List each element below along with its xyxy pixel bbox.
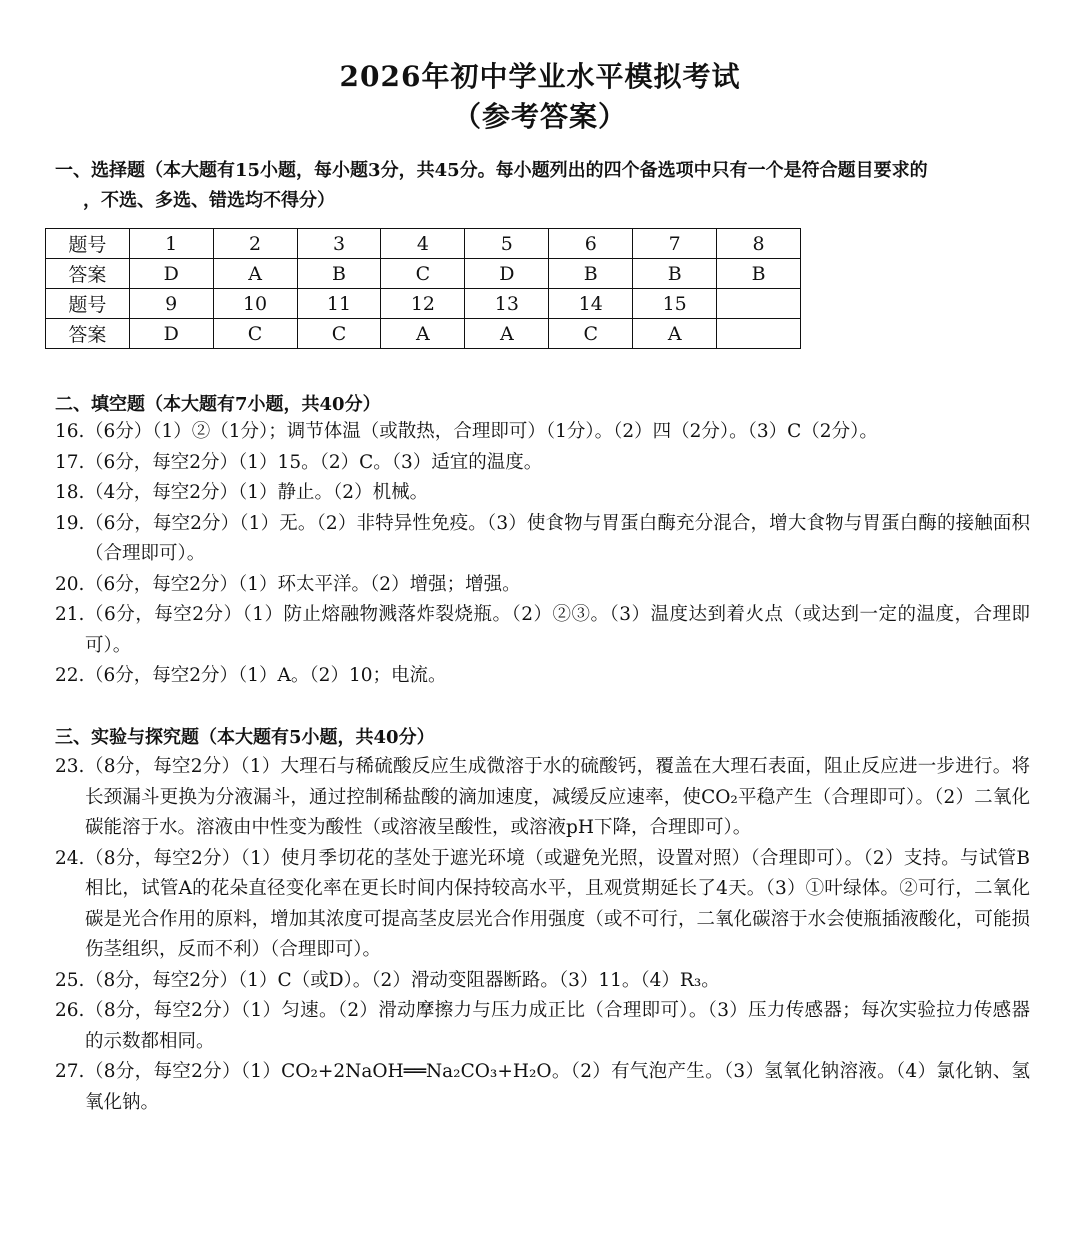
answer-number: 25. [55,969,85,991]
table-cell: 11 [297,289,381,319]
table-cell: 12 [381,289,465,319]
answer-number: 22. [55,665,85,686]
table-cell: 8 [717,229,801,259]
answer-item [55,448,1030,479]
section1-heading [55,156,1030,216]
section1-heading-line2: ，不选、多选、错选均不得分） [83,190,335,211]
answer-item [55,844,1030,966]
table-cell: A [465,319,549,349]
section3-answers [55,752,1030,1118]
table-cell: 4 [381,229,465,259]
answer-item [55,478,1030,509]
answer-number: 23. [55,756,85,777]
table-row [46,319,801,349]
answer-item [55,570,1030,601]
answer-number: 21. [55,604,85,625]
table-cell: 5 [465,229,549,259]
answer-table [45,228,801,349]
answer-text: （6分，每空2分）（1）环太平洋。（2）增强；增强。 [85,573,521,595]
table-cell: A [213,259,297,289]
page-subtitle: （参考答案） [452,100,627,133]
table-cell: D [129,319,213,349]
table-row [46,259,801,289]
answer-text: （8分，每空2分）（1）使月季切花的茎处于遮光环境（或避免光照，设置对照）（合理即可）。（2）支持。与试管B相比，试管A的花朵直径变化率在更长时间内保持较高水平，且观赏期延长了4天。（3）①叶绿体。②可行，二氧化碳是光合作用的原料，增加其浓度可提高茎皮层光合作用强度（或不可行，二氧化碳溶于水会使瓶插液酸化，可能损伤茎组织，反而不利）（合理即可）。 [85,847,1030,960]
table-row-header: 答案 [46,319,130,349]
table-cell: 15 [633,289,717,319]
table-cell: B [549,259,633,289]
answer-text: （6分，每空2分）（1）15。（2）C。（3）适宜的温度。 [85,451,543,473]
table-row [46,289,801,319]
table-cell: B [297,259,381,289]
answer-number: 26. [55,1000,85,1021]
table-cell: 9 [129,289,213,319]
table-cell: C [297,319,381,349]
answer-number: 24. [55,847,85,869]
answer-number: 20. [55,573,85,595]
answer-number: 17. [55,451,85,473]
answer-number: 18. [55,482,85,503]
table-row [46,229,801,259]
answer-number: 19. [55,512,85,534]
answer-text: （6分，每空2分）（1）防止熔融物溅落炸裂烧瓶。（2）②③。（3）温度达到着火点（或达到一定的温度，合理即可）。 [85,604,1030,656]
answer-item [55,752,1030,844]
answer-text: （4分，每空2分）（1）静止。（2）机械。 [85,482,429,503]
table-row-header: 题号 [46,289,130,319]
answer-item [55,600,1030,661]
answer-number: 27. [55,1061,85,1082]
answer-item [55,996,1030,1057]
answer-item [55,1057,1030,1118]
answer-text: （8分，每空2分）（1）C（或D）。（2）滑动变阻器断路。（3）11。（4）R₃。 [85,969,720,991]
answer-item [55,417,1030,448]
table-cell: D [129,259,213,289]
section1-heading-line1: 一、选择题（本大题有15小题，每小题3分，共45分。每小题列出的四个备选项中只有一个是符合题目要求的 [55,160,928,181]
answer-text: （6分，每空2分）（1）无。（2）非特异性免疫。（3）使食物与胃蛋白酶充分混合，增大食物与胃蛋白酶的接触面积（合理即可）。 [85,512,1030,564]
answer-text: （8分，每空2分）（1）CO₂+2NaOH══Na₂CO₃+H₂O。（2）有气泡产生。（3）氢氧化钠溶液。（4）氯化钠、氢氧化钠。 [85,1061,1030,1113]
table-cell: A [633,319,717,349]
answer-text: （8分，每空2分）（1）匀速。（2）滑动摩擦力与压力成正比（合理即可）。（3）压力传感器；每次实验拉力传感器的示数都相同。 [85,1000,1030,1052]
table-cell [717,289,801,319]
table-cell: B [717,259,801,289]
table-row-header: 答案 [46,259,130,289]
section2-answers [55,417,1030,692]
table-cell: A [381,319,465,349]
table-cell: C [213,319,297,349]
section3-heading: 三、实验与探究题（本大题有5小题，共40分） [55,727,435,748]
table-cell: C [381,259,465,289]
table-cell [717,319,801,349]
answer-text: （8分，每空2分）（1）大理石与稀硫酸反应生成微溶于水的硫酸钙，覆盖在大理石表面，阻止反应进一步进行。将长颈漏斗更换为分液漏斗，通过控制稀盐酸的滴加速度，减缓反应速率，使CO₂平稳产生（合理即可）。（2）二氧化碳能溶于水。溶液由中性变为酸性（或溶液呈酸性，或溶液pH下降，合理即可）。 [85,756,1030,838]
table-cell: 2 [213,229,297,259]
table-row-header: 题号 [46,229,130,259]
page-title: 2026年初中学业水平模拟考试 [339,60,741,93]
section2-heading: 二、填空题（本大题有7小题，共40分） [55,394,381,415]
table-cell: 10 [213,289,297,319]
table-cell: C [549,319,633,349]
answer-item [55,966,1030,997]
answer-item [55,661,1030,692]
table-cell: 7 [633,229,717,259]
table-cell: 3 [297,229,381,259]
table-cell: 13 [465,289,549,319]
table-cell: D [465,259,549,289]
table-cell: 14 [549,289,633,319]
answer-text: （6分）（1）②（1分）；调节体温（或散热，合理即可）（1分）。（2）四（2分）。（3）C（2分）。 [85,421,878,442]
answer-item [55,509,1030,570]
answer-text: （6分，每空2分）（1）A。（2）10；电流。 [85,665,447,686]
answer-number: 16. [55,421,85,442]
table-cell: 6 [549,229,633,259]
table-cell: 1 [129,229,213,259]
table-cell: B [633,259,717,289]
